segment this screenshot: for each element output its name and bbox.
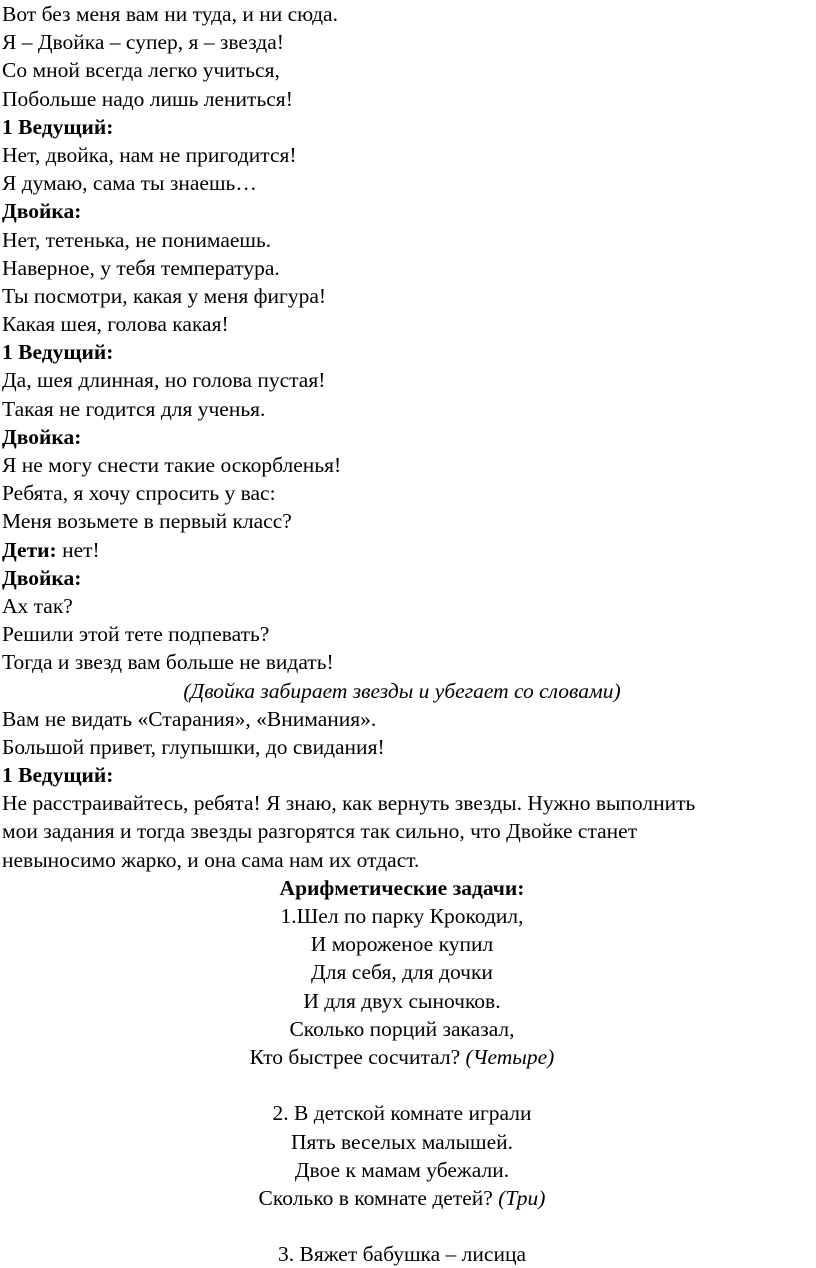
- riddle-answer: (Три): [498, 1185, 546, 1210]
- riddle-line: Сколько порций заказал,: [289, 1016, 515, 1041]
- riddle-line: 3. Вяжет бабушка – лисица: [277, 1242, 527, 1267]
- text-line: Я – Двойка – супер, я – звезда!: [2, 30, 284, 55]
- riddle-line: [2, 1184, 802, 1212]
- speaker-label: Двойка:: [2, 199, 82, 224]
- text-line: Решили этой тете подпевать?: [2, 622, 270, 647]
- speaker-label: Двойка:: [2, 565, 82, 590]
- riddle-line: 1.Шел по парку Крокодил,: [280, 904, 524, 928]
- section-heading: Арифметические задачи:: [279, 875, 525, 900]
- text-line: Тогда и звезд вам больше не видать!: [2, 650, 334, 675]
- text-line: Я не могу снести такие оскорбленья!: [2, 453, 342, 477]
- riddle-question: Сколько в комнате детей?: [258, 1185, 499, 1210]
- stage-direction: (Двойка забирает звезды и убегает со словами): [183, 678, 621, 703]
- speaker-label: 1 Ведущий:: [2, 114, 114, 139]
- riddle-question: Кто быстрее сосчитал?: [249, 1044, 466, 1069]
- text-line: Да, шея длинная, но голова пустая!: [2, 368, 326, 393]
- text-line: Вот без меня вам ни туда, и ни сюда.: [2, 2, 338, 26]
- text-line: невыносимо жарко, и она сама нам их отдаст.: [2, 847, 420, 872]
- riddle-line: Двое к мамам убежали.: [294, 1157, 510, 1182]
- text-line: Меня возьмете в первый класс?: [2, 509, 292, 534]
- reply-text: нет!: [56, 537, 100, 562]
- text-line: Большой привет, глупышки, до свидания!: [2, 734, 385, 759]
- text-line: Я думаю, сама ты знаешь…: [2, 171, 257, 196]
- riddle-line: И для двух сыночков.: [303, 988, 501, 1013]
- text-line: [2, 536, 802, 564]
- riddle-line: Пять веселых малышей.: [290, 1129, 514, 1154]
- blank-line: [2, 1071, 802, 1099]
- riddle-line: 2. В детской комнате играли: [272, 1101, 532, 1126]
- text-line: Нет, двойка, нам не пригодится!: [2, 142, 297, 167]
- speaker-label: Дети:: [2, 537, 57, 562]
- text-line: Ты посмотри, какая у меня фигура!: [2, 283, 327, 308]
- text-line: Какая шея, голова какая!: [2, 312, 229, 337]
- text-line: Такая не годится для ученья.: [2, 396, 266, 421]
- text-line: Со мной всегда легко учиться,: [2, 58, 280, 83]
- riddle-line: И мороженое купил: [310, 932, 494, 957]
- text-line: Ребята, я хочу спросить у вас:: [2, 481, 276, 506]
- speaker-label: 1 Ведущий:: [2, 340, 114, 365]
- riddle-answer: (Четыре): [465, 1044, 555, 1069]
- text-line: Не расстраивайтесь, ребята! Я знаю, как вернуть звезды. Нужно выполнить: [2, 791, 696, 816]
- text-line: Ах так?: [2, 593, 73, 618]
- riddle-line: [2, 1043, 802, 1071]
- riddle-line: Для себя, для дочки: [311, 960, 493, 985]
- blank-line: [2, 1212, 802, 1240]
- text-line: Вам не видать «Старания», «Внимания».: [2, 706, 377, 731]
- text-line: Наверное, у тебя температура.: [2, 255, 280, 280]
- text-line: мои задания и тогда звезды разгорятся так сильно, что Двойке станет: [2, 819, 638, 844]
- speaker-label: Двойка:: [2, 424, 82, 449]
- text-line: Нет, тетенька, не понимаешь.: [2, 227, 272, 252]
- speaker-label: 1 Ведущий:: [2, 763, 114, 788]
- text-line: Побольше надо лишь лениться!: [2, 86, 293, 111]
